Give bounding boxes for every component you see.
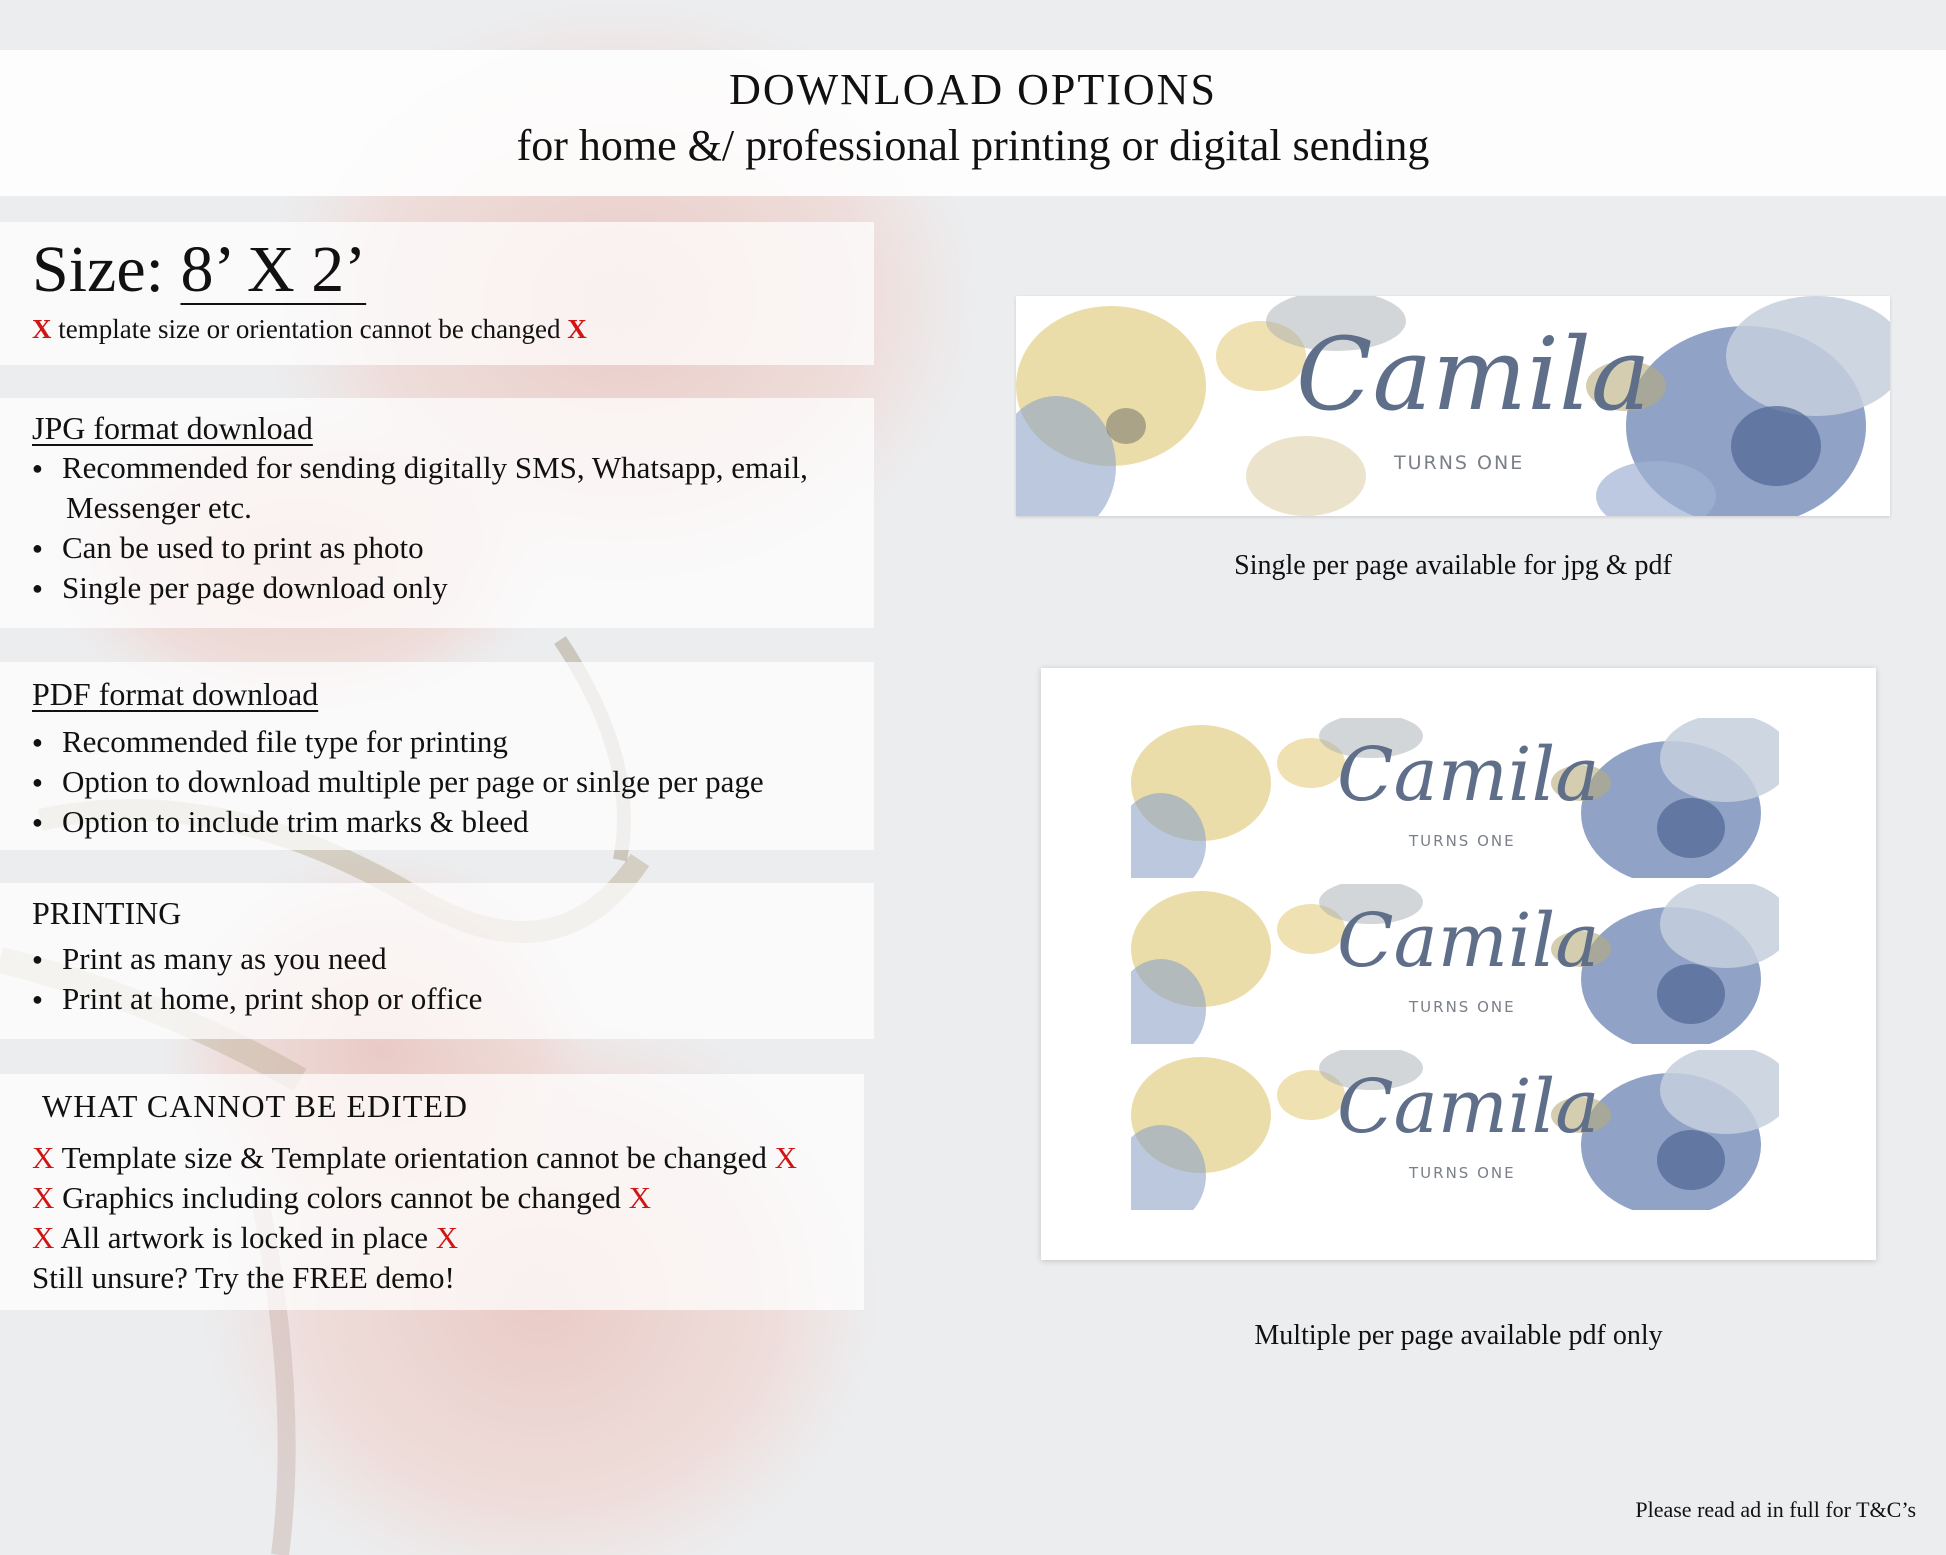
list-item: ● Single per page download only [30, 568, 808, 608]
x-mark-icon: X [32, 1220, 55, 1255]
size-panel [0, 222, 874, 365]
header-banner [0, 50, 1946, 196]
demo-line: Still unsure? Try the FREE demo! [32, 1260, 455, 1295]
banner-subtitle: TURNS ONE [1409, 1164, 1516, 1182]
pdf-heading: PDF format download [32, 676, 319, 712]
jpg-feature-list [30, 448, 808, 608]
list-item: ● Option to include trim marks & bleed [30, 802, 764, 842]
x-mark-icon: X [774, 1140, 797, 1175]
x-mark-icon: X [32, 1140, 55, 1175]
edit-line: X Graphics including colors cannot be changed X [32, 1180, 651, 1215]
size-value: 8’ X 2’ [180, 233, 367, 306]
pdf-format-panel [0, 662, 874, 850]
printing-panel [0, 883, 874, 1039]
banner-subtitle: TURNS ONE [1409, 998, 1516, 1016]
size-note-text: template size or orientation cannot be changed [58, 314, 561, 344]
page-title: DOWNLOAD OPTIONS [729, 65, 1217, 114]
single-banner-preview [1016, 296, 1890, 516]
list-item: ● Option to download multiple per page or sinlge per page [30, 762, 764, 802]
multiple-per-page-caption: Multiple per page available pdf only [1254, 1320, 1663, 1351]
multi-banner-sheet-preview [1041, 668, 1876, 1260]
pdf-feature-list [30, 722, 764, 842]
banner-name: Camila [1337, 1064, 1600, 1150]
banner-subtitle: TURNS ONE [1394, 452, 1525, 474]
x-mark-icon: X [628, 1180, 651, 1215]
list-item: ● Print at home, print shop or office [30, 979, 482, 1019]
banner-name: Camila [1337, 898, 1600, 984]
size-label: Size: [32, 233, 164, 306]
terms-note: Please read ad in full for T&C’s [1635, 1497, 1916, 1522]
page-subtitle: for home &/ professional printing or digital sending [516, 121, 1430, 170]
size-note [32, 314, 587, 345]
edit-line: X Template size & Template orientation cannot be changed X [32, 1140, 797, 1175]
edit-line: X All artwork is locked in place X [32, 1220, 459, 1255]
x-mark-icon: X [32, 1180, 55, 1215]
x-mark-icon: X [435, 1220, 459, 1255]
banner-strip [1131, 718, 1779, 878]
cannot-edit-heading: WHAT CANNOT BE EDITED [42, 1088, 468, 1124]
banner-strip [1131, 1050, 1779, 1210]
cannot-edit-lines [32, 1138, 797, 1298]
banner-name: Camila [1296, 316, 1651, 433]
list-item-continuation: Messenger etc. [66, 490, 252, 525]
list-item: ● Recommended for sending digitally SMS, Whatsapp, email, Messenger etc. [30, 448, 808, 528]
size-line [32, 232, 366, 308]
printing-list [30, 939, 482, 1019]
x-mark-icon: X [567, 314, 587, 344]
x-mark-icon: X [32, 314, 52, 344]
banner-name: Camila [1337, 732, 1600, 818]
jpg-heading: JPG format download [32, 410, 313, 446]
list-item: ● Recommended file type for printing [30, 722, 764, 762]
banner-subtitle: TURNS ONE [1409, 832, 1516, 850]
list-item: ● Can be used to print as photo [30, 528, 808, 568]
jpg-format-panel [0, 398, 874, 628]
banner-strip [1131, 884, 1779, 1044]
cannot-edit-panel [0, 1074, 864, 1310]
printing-heading: PRINTING [32, 895, 182, 931]
single-per-page-caption: Single per page available for jpg & pdf [1234, 550, 1672, 581]
list-item: ● Print as many as you need [30, 939, 482, 979]
